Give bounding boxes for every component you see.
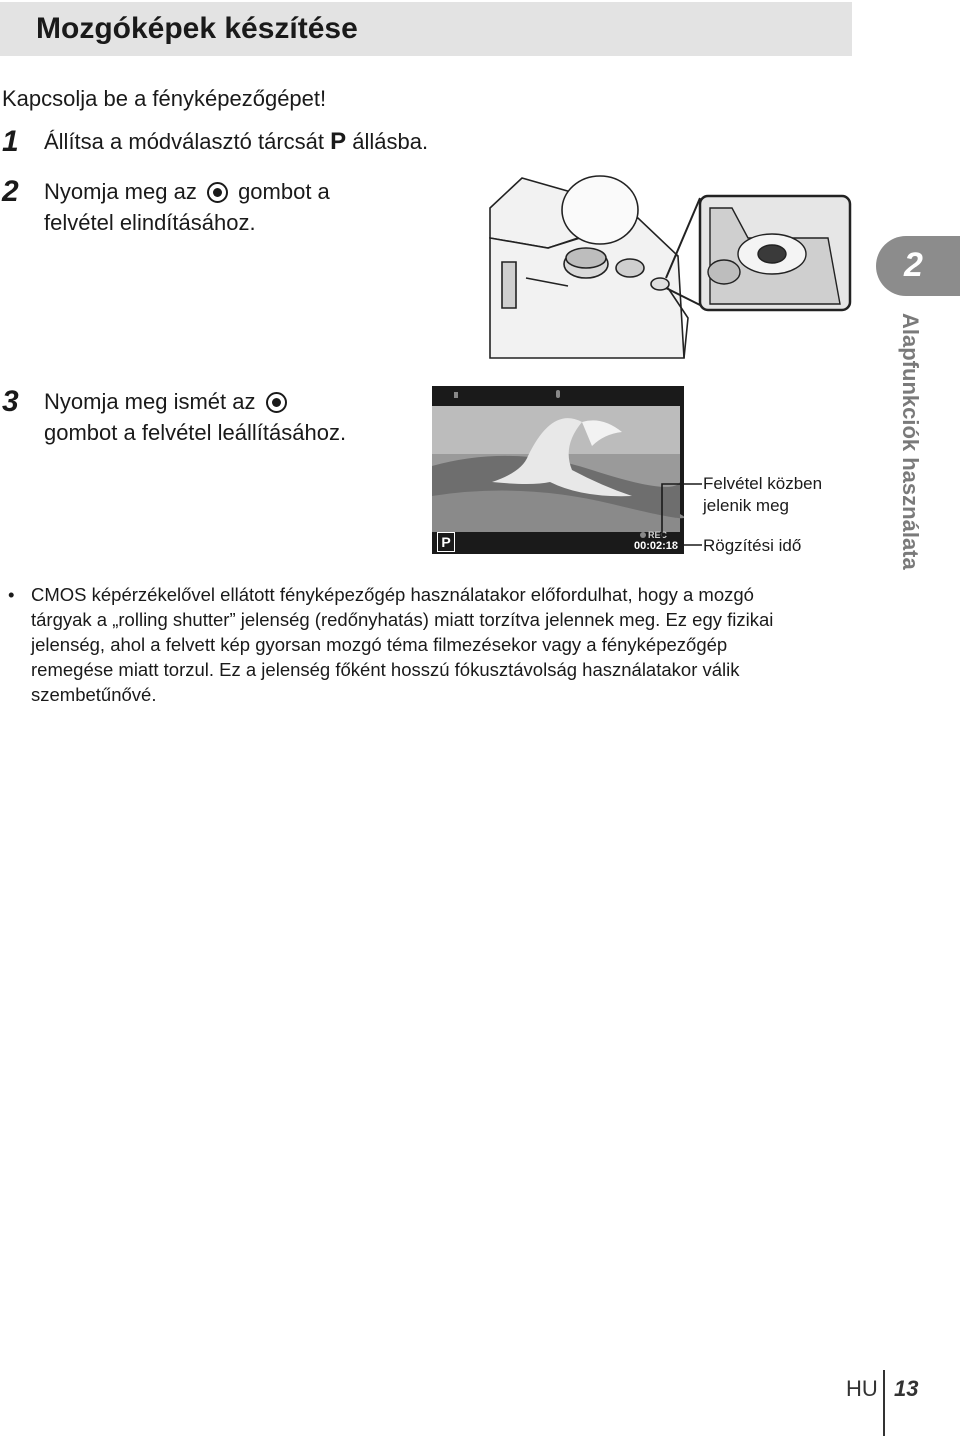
footer-language: HU [846, 1376, 878, 1401]
bullet: • [8, 584, 15, 605]
lcd-rec-time: 00:02:18 [634, 540, 679, 552]
step-2 [2, 176, 462, 238]
note-text: CMOS képérzékelővel ellátott fényképezőgép használatakor előfordulhat, hogy a mozgó tárgyak a „rolling shutter” jelenség (redőnyhatás) miatt torzítva jelennek meg. Ez egy fizikai jelenség, ahol a felvett kép gyorsan mozgó téma filmezésekor vagy a fényképezőgép remegése miatt torzul. Ez a jelenség főként hosszú fókusztávolság használatakor válik szembetűnővé. [31, 584, 774, 705]
step-number: 2 [2, 175, 19, 208]
chapter-tab [876, 236, 960, 296]
step-text: Nyomja meg ismét az gombot a felvétel leállításához. [44, 389, 347, 445]
step-text: Nyomja meg az gombot a felvétel elindításához. [44, 179, 330, 235]
step-text: Állítsa a módválasztó tárcsát P állásba. [44, 128, 429, 155]
note [8, 582, 808, 707]
lcd-screen-illustration [432, 386, 684, 554]
intro-text: Kapcsolja be a fényképezőgépet! [2, 86, 327, 111]
step-number: 1 [2, 125, 19, 158]
title-bar [0, 2, 852, 56]
callout-leaders [656, 478, 704, 558]
camera-illustration [488, 168, 852, 364]
movie-rec-button-icon [207, 182, 228, 203]
footer-divider [883, 1370, 885, 1436]
lcd-rec-label: REC [648, 530, 668, 540]
chapter-number: 2 [904, 246, 923, 284]
movie-rec-button-icon [266, 392, 287, 413]
page-number: 13 [894, 1376, 919, 1401]
callout-recording-time: Rögzítési idő [703, 536, 802, 555]
page-title: Mozgóképek készítése [36, 12, 358, 45]
chapter-label: Alapfunkciók használata [898, 313, 923, 570]
lcd-mode-indicator: P [437, 532, 455, 552]
step-3 [2, 386, 422, 448]
step-1 [2, 126, 602, 157]
callout-shown-during-recording: Felvétel közben jelenik meg [703, 474, 823, 515]
step-number: 3 [2, 385, 19, 418]
